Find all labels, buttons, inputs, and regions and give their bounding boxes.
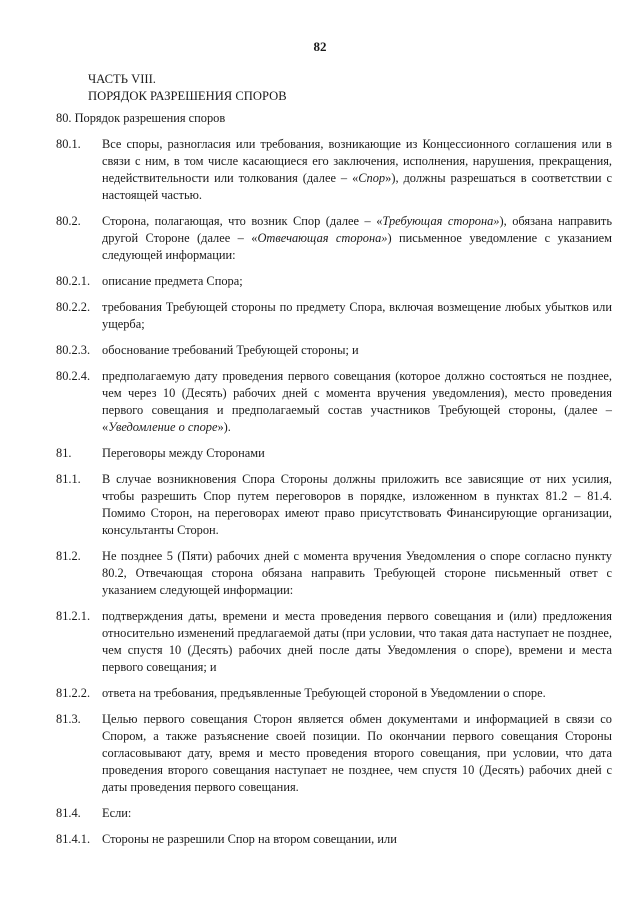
- clause-number: 80.2.4.: [56, 369, 91, 383]
- clause-81-2-1: [56, 608, 612, 676]
- document-body: [56, 110, 612, 857]
- defined-term: Уведомление о споре: [108, 420, 218, 434]
- clause-number: 81.1.: [56, 472, 81, 486]
- defined-term: Требующая сторона»: [382, 214, 500, 228]
- clause-80-2-1: [56, 273, 612, 290]
- clause-80-2-2: [56, 299, 612, 333]
- clause-number: 81.2.2.: [56, 686, 91, 700]
- defined-term: Отвечающая сторона»: [257, 231, 388, 245]
- clause-number: 81.4.1.: [56, 832, 91, 846]
- clause-text: подтверждения даты, времени и места проведения первого совещания и (или) предложения относительно изменений предлагаемой даты (при условии, что такая дата наступает не позднее, чем спустя 10 (Десять) рабочих дней после даты Уведомления о споре), времени и места первого совещания; и: [102, 609, 612, 674]
- clause-81-4-1: [56, 831, 612, 848]
- page-number: 82: [313, 39, 327, 54]
- clause-text: Если:: [102, 806, 132, 820]
- clause-number: 81.2.1.: [56, 609, 91, 623]
- clause-text: Стороны не разрешили Спор на втором совещании, или: [102, 832, 397, 846]
- clause-80-2-4: [56, 368, 612, 436]
- clause-number: 80.1.: [56, 137, 81, 151]
- clause-81-4: [56, 805, 612, 822]
- clause-text: Все споры, разногласия или требования, возникающие из Концессионного соглашения или в связи с ним, в том числе касающиеся его заключения, исполнения, нарушения, прекращения, недействительности или толкования (далее – «Спор»), должны разрешаться в соответствии с настоящей частью.: [102, 137, 612, 202]
- part-number: ЧАСТЬ VIII.: [88, 72, 156, 86]
- section-80-title: 80. Порядок разрешения споров: [56, 111, 226, 125]
- clause-number: 81.4.: [56, 806, 81, 820]
- clause-81-3: [56, 711, 612, 796]
- clause-text: Не позднее 5 (Пяти) рабочих дней с момента вручения Уведомления о споре согласно пункту 80.2, Отвечающая сторона обязана направить Требующей стороне письменный ответ с указанием следующей информации:: [102, 549, 612, 597]
- clause-number: 80.2.1.: [56, 274, 91, 288]
- clause-number: 81.3.: [56, 712, 81, 726]
- part-title: ПОРЯДОК РАЗРЕШЕНИЯ СПОРОВ: [88, 89, 287, 103]
- clause-number: 80.2.: [56, 214, 81, 228]
- section-title-text: Переговоры между Сторонами: [102, 446, 265, 460]
- clause-81-1: [56, 471, 612, 539]
- clause-text: В случае возникновения Спора Стороны должны приложить все зависящие от них усилия, чтобы разрешить Спор путем переговоров в порядке, изложенном в пунктах 81.2 – 81.4. Помимо Сторон, на переговорах имеют право присутствовать Финансирующие организации, консультанты Сторон.: [102, 472, 612, 537]
- clause-text: требования Требующей стороны по предмету Спора, включая возмещение любых убытков или ущерба;: [102, 300, 612, 331]
- clause-number: 80.2.2.: [56, 300, 91, 314]
- clause-81-2-2: [56, 685, 612, 702]
- clause-number: 81.2.: [56, 549, 81, 563]
- clause-number: 80.2.3.: [56, 343, 91, 357]
- clause-81-2: [56, 548, 612, 599]
- clause-text: Сторона, полагающая, что возник Спор (далее – «Требующая сторона»), обязана направить другой Стороне (далее – «Отвечающая сторона») письменное уведомление с указанием следующей информации:: [102, 214, 613, 262]
- clause-text: Целью первого совещания Сторон является обмен документами и информацией в связи со Спором, а также разъяснение своей позиции. По окончании первого совещания Стороны согласовывают дату, время и место проведения второго совещания, при условии, что дата проведения второго совещания наступает не позднее, чем спустя 10 (Десять) рабочих дней с даты проведения первого совещания.: [102, 712, 612, 794]
- section-81-title: [56, 445, 612, 462]
- clause-text: ответа на требования, предъявленные Требующей стороной в Уведомлении о споре.: [102, 686, 546, 700]
- clause-text: предполагаемую дату проведения первого совещания (которое должно состояться не позднее, чем через 10 (Десять) рабочих дней с момента вручения уведомления), место проведения первого совещания и предполагаемый состав участников Требующей стороны, (далее – «Уведомление о споре»).: [102, 369, 612, 434]
- section-number: 81.: [56, 446, 72, 460]
- clause-80-2: [56, 213, 612, 264]
- clause-80-2-3: [56, 342, 612, 359]
- defined-term: Спор: [358, 171, 386, 185]
- clause-text: обоснование требований Требующей стороны; и: [102, 343, 359, 357]
- clause-80-1: [56, 136, 612, 204]
- part-heading: [88, 71, 287, 105]
- clause-text: описание предмета Спора;: [102, 274, 243, 288]
